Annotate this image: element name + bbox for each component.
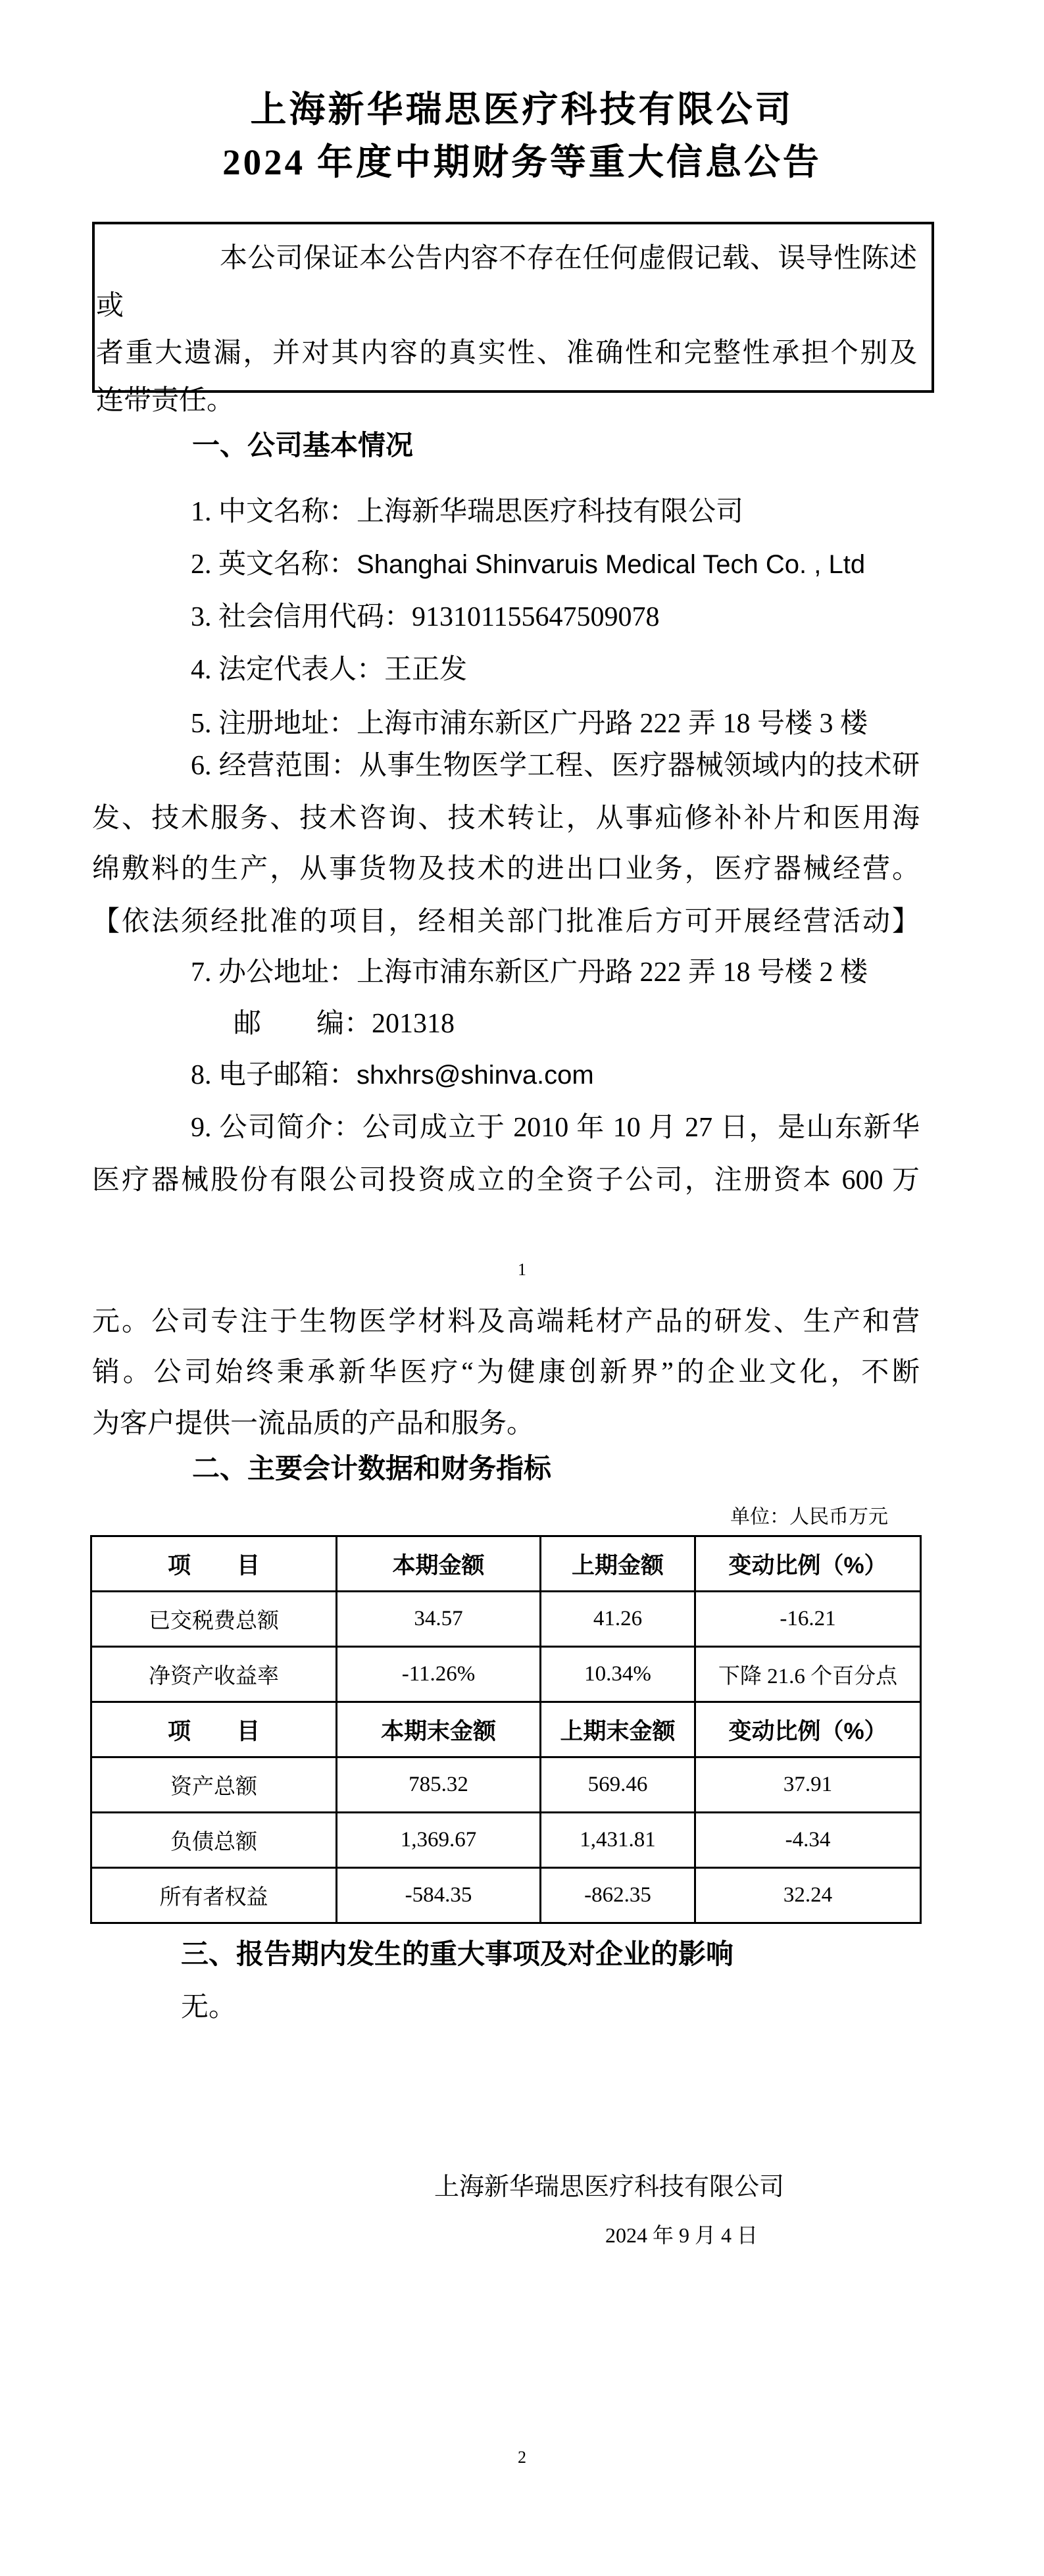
item-email-label: 8. 电子邮箱： (191, 1060, 357, 1090)
item-business-scope-line1: 6. 经营范围：从事生物医学工程、医疗器械领域内的技术研 (191, 751, 920, 781)
item-chinese-name: 1. 中文名称：上海新华瑞思医疗科技有限公司 (191, 497, 744, 527)
cell-change-ratio: 变动比例（%） (695, 1702, 921, 1757)
cell-previous: 上期金额 (541, 1536, 695, 1592)
section-3-body: 无。 (181, 1992, 237, 2023)
document-title-line1: 上海新华瑞思医疗科技有限公司 (250, 89, 794, 130)
cell-change-ratio: 32.24 (695, 1868, 921, 1923)
section-1-heading: 一、公司基本情况 (192, 430, 414, 461)
cell-change-ratio: 37.91 (695, 1757, 921, 1813)
cell-current: -11.26% (337, 1647, 541, 1702)
table-unit-label: 单位：人民币万元 (730, 1506, 888, 1528)
signature-company: 上海新华瑞思医疗科技有限公司 (434, 2173, 785, 2201)
table-row (91, 1536, 921, 1592)
table-row (91, 1813, 921, 1868)
cell-item: 负债总额 (91, 1813, 337, 1868)
item-profile-line3: 元。公司专注于生物医学材料及高端耗材产品的研发、生产和营 (92, 1307, 920, 1337)
cell-current: -584.35 (337, 1868, 541, 1923)
table-row (91, 1702, 921, 1757)
cell-previous: 上期末金额 (541, 1702, 695, 1757)
cell-current: 本期末金额 (337, 1702, 541, 1757)
item-postal-code: 邮 编：201318 (234, 1009, 455, 1039)
table-row (91, 1647, 921, 1702)
item-english-name-label: 2. 英文名称： (191, 549, 357, 580)
cell-item: 净资产收益率 (91, 1647, 337, 1702)
item-profile-line1: 9. 公司简介：公司成立于 2010 年 10 月 27 日，是山东新华 (191, 1113, 920, 1143)
item-profile-line4: 销。公司始终秉承新华医疗“为健康创新界”的企业文化，不断 (92, 1357, 920, 1388)
item-email (92, 1058, 920, 1092)
table-row (91, 1868, 921, 1923)
cell-previous: 1,431.81 (541, 1813, 695, 1868)
cell-previous: 41.26 (541, 1592, 695, 1647)
item-registered-address: 5. 注册地址：上海市浦东新区广丹路 222 弄 18 号楼 3 楼 (191, 709, 868, 739)
cell-item: 所有者权益 (91, 1868, 337, 1923)
table-row (91, 1757, 921, 1813)
disclaimer-box (92, 222, 934, 416)
disclaimer-line-2: 者重大遗漏，并对其内容的真实性、准确性和完整性承担个别及 (96, 338, 917, 368)
item-english-name (92, 547, 920, 582)
disclaimer-line-3: 连带责任。 (96, 386, 235, 416)
item-business-scope-line3: 绵敷料的生产，从事货物及技术的进出口业务，医疗器械经营。 (92, 854, 920, 884)
section-2-heading: 二、主要会计数据和财务指标 (192, 1453, 552, 1484)
cell-item: 资产总额 (91, 1757, 337, 1813)
cell-item: 项 目 (91, 1702, 337, 1757)
table-row (91, 1592, 921, 1647)
cell-previous: 569.46 (541, 1757, 695, 1813)
item-english-name-value: Shanghai Shinvaruis Medical Tech Co. , Ltd (357, 550, 866, 579)
cell-previous: -862.35 (541, 1868, 695, 1923)
cell-previous: 10.34% (541, 1647, 695, 1702)
disclaimer-line-1: 本公司保证本公告内容不存在任何虚假记载、误导性陈述或 (96, 243, 917, 321)
cell-current: 本期金额 (337, 1536, 541, 1592)
cell-current: 785.32 (337, 1757, 541, 1813)
page-number-1: 1 (518, 1260, 526, 1279)
item-business-scope-line4: 【依法须经批准的项目，经相关部门批准后方可开展经营活动】 (92, 907, 920, 937)
cell-item: 已交税费总额 (91, 1592, 337, 1647)
item-credit-code: 3. 社会信用代码：913101155647509078 (191, 602, 660, 632)
item-legal-representative: 4. 法定代表人：王正发 (191, 655, 468, 685)
item-business-scope-line2: 发、技术服务、技术咨询、技术转让，从事疝修补补片和医用海 (92, 803, 920, 834)
cell-item: 项 目 (91, 1536, 337, 1592)
item-profile-line2: 医疗器械股份有限公司投资成立的全资子公司，注册资本 600 万 (92, 1165, 920, 1196)
financial-table-body (91, 1536, 921, 1923)
item-office-address: 7. 办公地址：上海市浦东新区广丹路 222 弄 18 号楼 2 楼 (191, 957, 868, 988)
item-profile-line5: 为客户提供一流品质的产品和服务。 (92, 1409, 535, 1439)
financial-table (90, 1535, 922, 1924)
cell-current: 1,369.67 (337, 1813, 541, 1868)
cell-current: 34.57 (337, 1592, 541, 1647)
document-title-line2: 2024 年度中期财务等重大信息公告 (222, 142, 822, 182)
cell-change-ratio: -16.21 (695, 1592, 921, 1647)
signature-date: 2024 年 9 月 4 日 (605, 2223, 758, 2247)
cell-change-ratio: 下降 21.6 个百分点 (695, 1647, 921, 1702)
page-number-2: 2 (518, 2448, 526, 2467)
cell-change-ratio: 变动比例（%） (695, 1536, 921, 1592)
section-3-heading: 三、报告期内发生的重大事项及对企业的影响 (181, 1938, 734, 1969)
item-email-value: shxhrs@shinva.com (357, 1061, 594, 1090)
cell-change-ratio: -4.34 (695, 1813, 921, 1868)
